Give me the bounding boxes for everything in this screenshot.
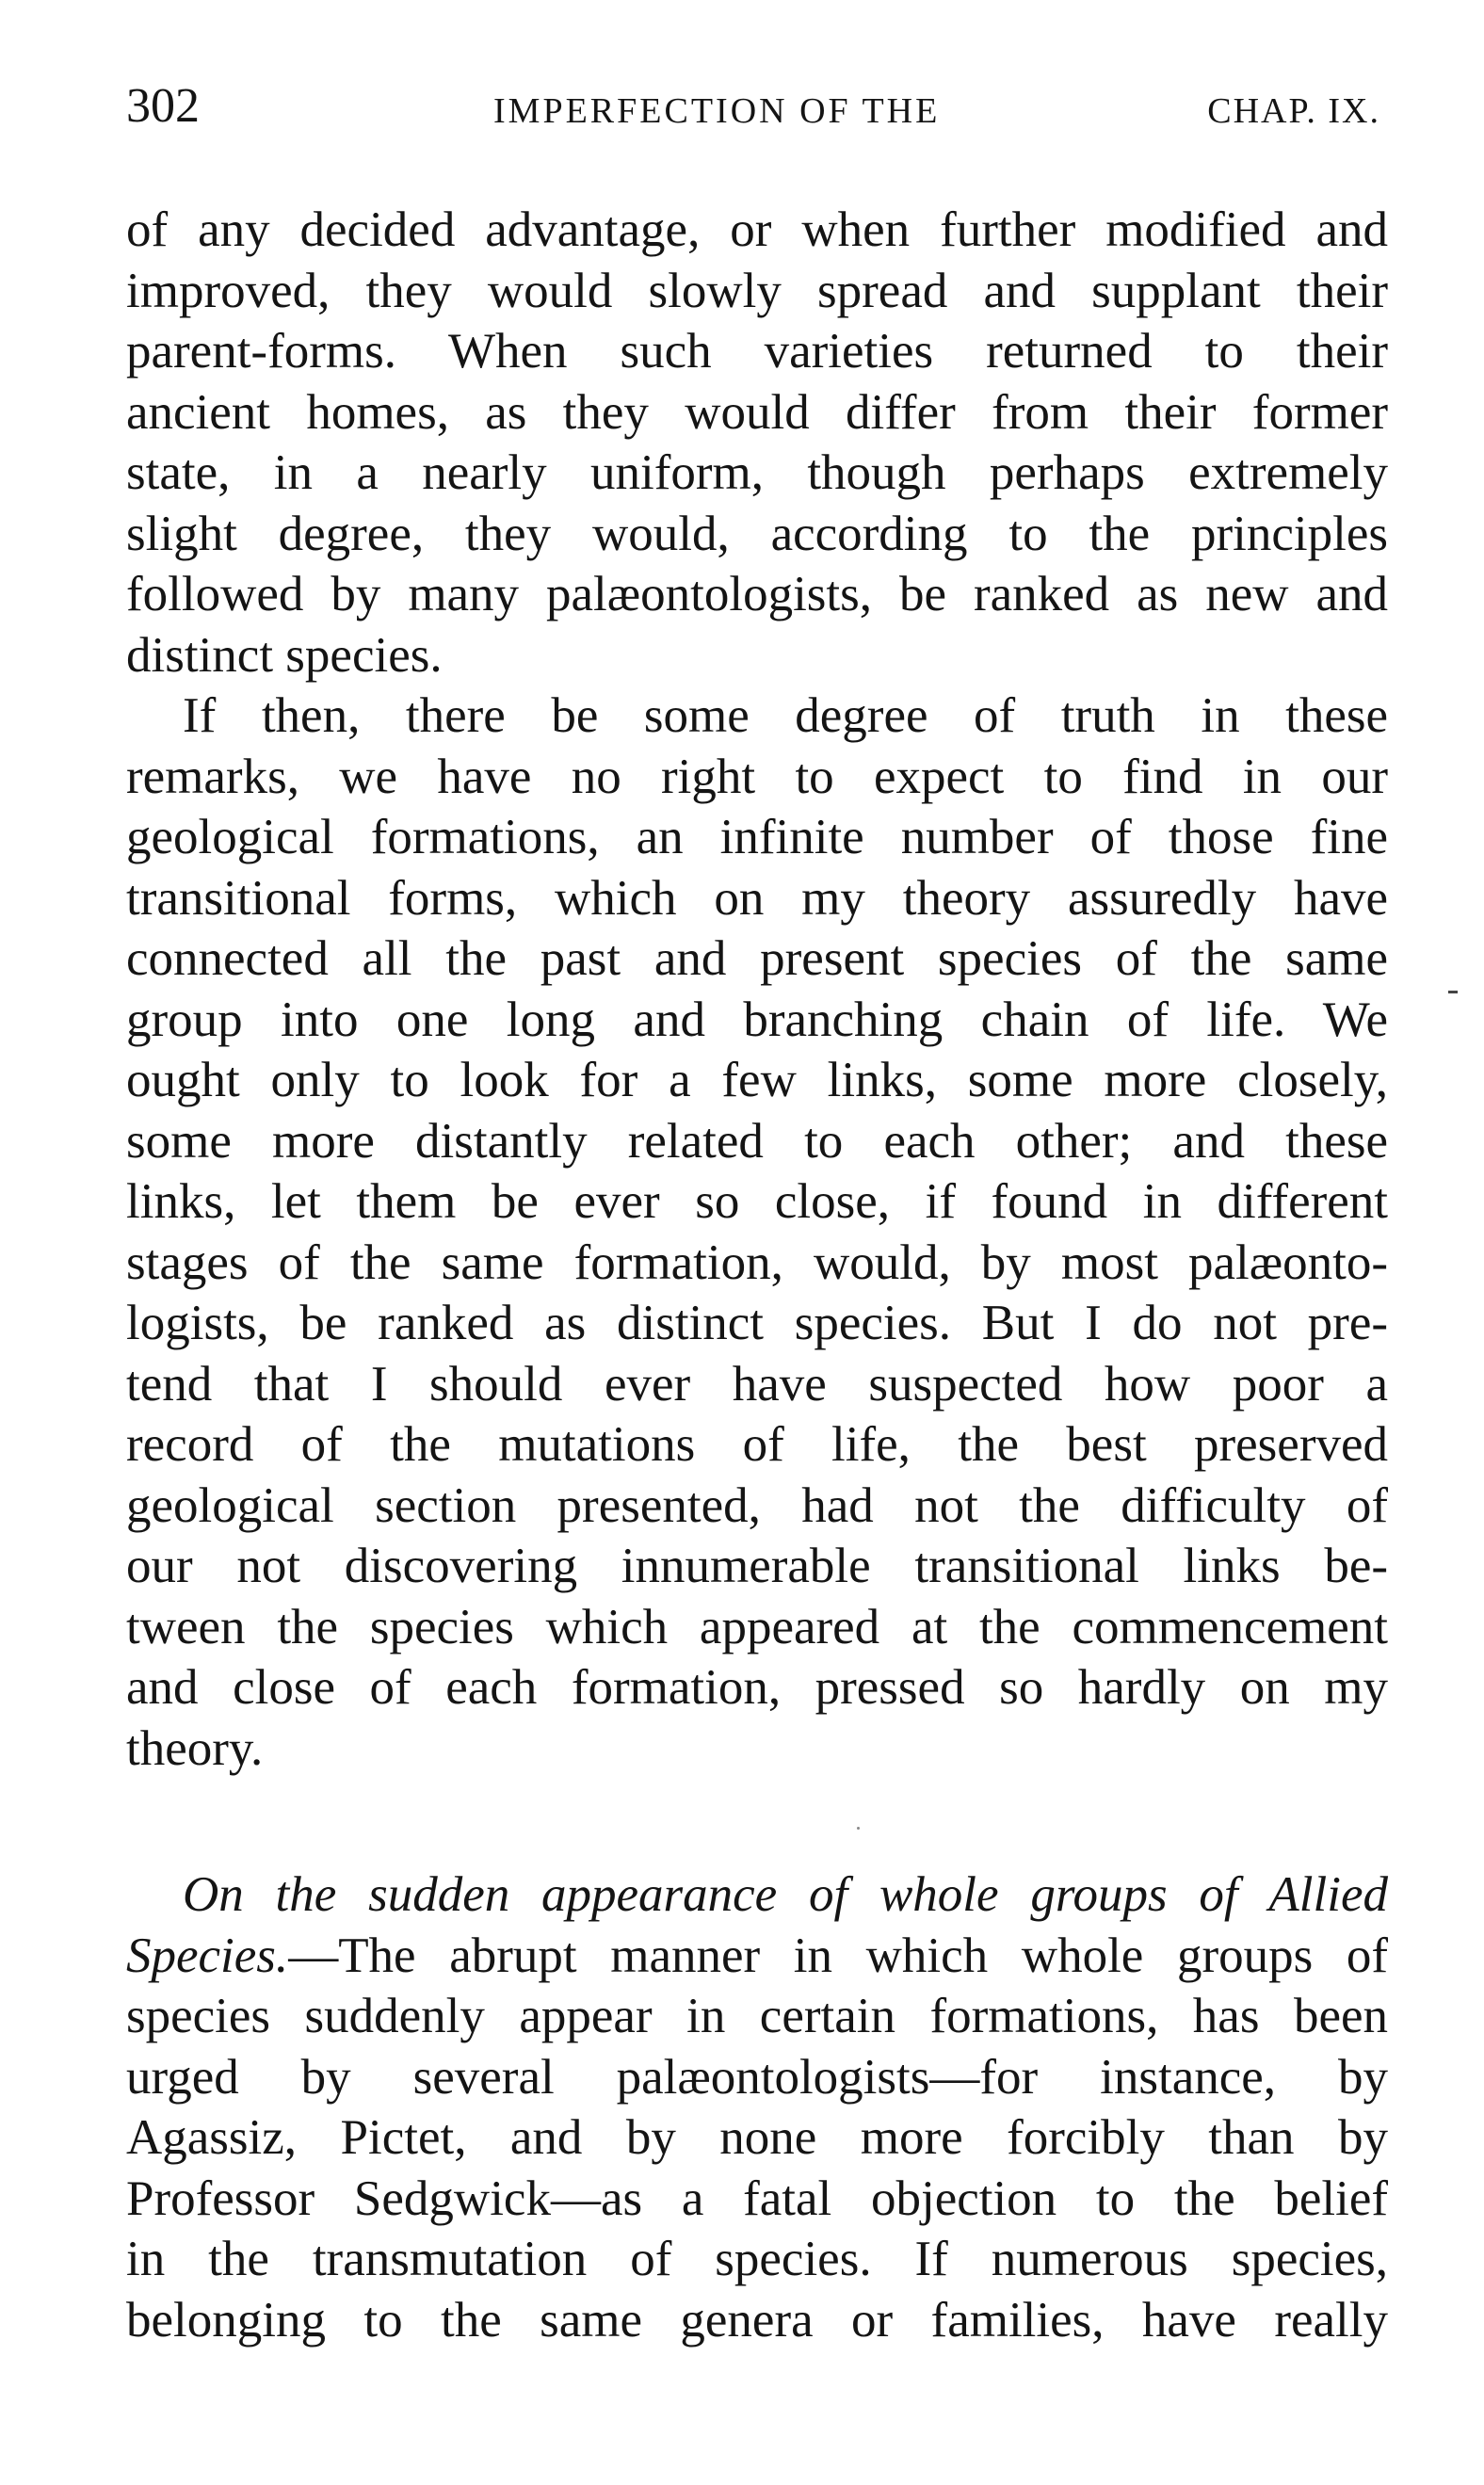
text-line: followed by many palæontologists, be ranked as new and	[126, 567, 1388, 621]
text-line: some more distantly related to each other; and these	[126, 1113, 1388, 1169]
text-line: tween the species which appeared at the commencement	[126, 1599, 1388, 1654]
running-head	[126, 73, 1380, 139]
text-line: links, let them be ever so close, if found in different	[126, 1174, 1388, 1229]
text-line: logists, be ranked as distinct species. But I do not pre-	[126, 1296, 1388, 1350]
text-line: Professor Sedgwick—as a fatal objection to the belief	[126, 2170, 1388, 2226]
chapter-label: CHAP. IX.	[1207, 91, 1380, 131]
text-fragment: —The abrupt manner in which whole groups of	[288, 1928, 1388, 1983]
text-line: connected all the past and present species of the same	[126, 931, 1388, 986]
paragraph-transitional-links	[126, 686, 1388, 1779]
section-heading-line: On the sudden appearance of whole groups of Allied	[183, 1867, 1388, 1922]
text-line: of any decided advantage, or when further modified and	[126, 202, 1388, 257]
text-line: belonging to the same genera or families, have really	[126, 2292, 1388, 2348]
text-line: and close of each formation, pressed so hardly on my	[126, 1660, 1388, 1715]
text-line: in the transmutation of species. If numerous species,	[126, 2232, 1388, 2286]
text-line: geological formations, an infinite number of those fine	[126, 810, 1388, 864]
page-number: 302	[126, 79, 200, 133]
text-line: species suddenly appear in certain formations, has been	[126, 1989, 1388, 2043]
text-line: stages of the same formation, would, by most palæonto-	[126, 1234, 1388, 1290]
paragraph-sudden-appearance	[126, 1864, 1388, 2350]
text-line: remarks, we have no right to expect to find in our	[126, 749, 1388, 804]
text-line: improved, they would slowly spread and supplant their	[126, 263, 1388, 318]
paragraph-continuation	[126, 200, 1388, 686]
text-line: distinct species.	[126, 627, 443, 683]
running-title: IMPERFECTION OF THE	[493, 91, 941, 131]
text-line: If then, there be some degree of truth in these	[183, 688, 1388, 743]
text-line: state, in a nearly uniform, though perhaps extremely	[126, 445, 1388, 500]
print-speck	[857, 1827, 860, 1830]
text-line: slight degree, they would, according to the principles	[126, 506, 1388, 561]
text-line: geological section presented, had not the difficulty of	[126, 1477, 1388, 1533]
text-line: ancient homes, as they would differ from their former	[126, 384, 1388, 440]
text-line: record of the mutations of life, the best preserved	[126, 1417, 1388, 1472]
section-heading-end: Species.	[126, 1928, 289, 1983]
text-line: transitional forms, which on my theory assuredly have	[126, 870, 1388, 926]
text-line: tend that I should ever have suspected how poor a	[126, 1356, 1388, 1412]
text-line	[126, 1926, 1388, 1987]
text-line: group into one long and branching chain of life. We	[126, 992, 1388, 1047]
text-line: Agassiz, Pictet, and by none more forcibly than by	[126, 2110, 1388, 2165]
text-line: ought only to look for a few links, some more closely,	[126, 1053, 1388, 1107]
text-line: urged by several palæontologists—for instance, by	[126, 2049, 1388, 2105]
margin-mark	[1448, 991, 1458, 993]
text-line: parent-forms. When such varieties returned to their	[126, 324, 1388, 379]
text-line: our not discovering innumerable transitional links be-	[126, 1539, 1388, 1593]
text-line: theory.	[126, 1720, 264, 1776]
